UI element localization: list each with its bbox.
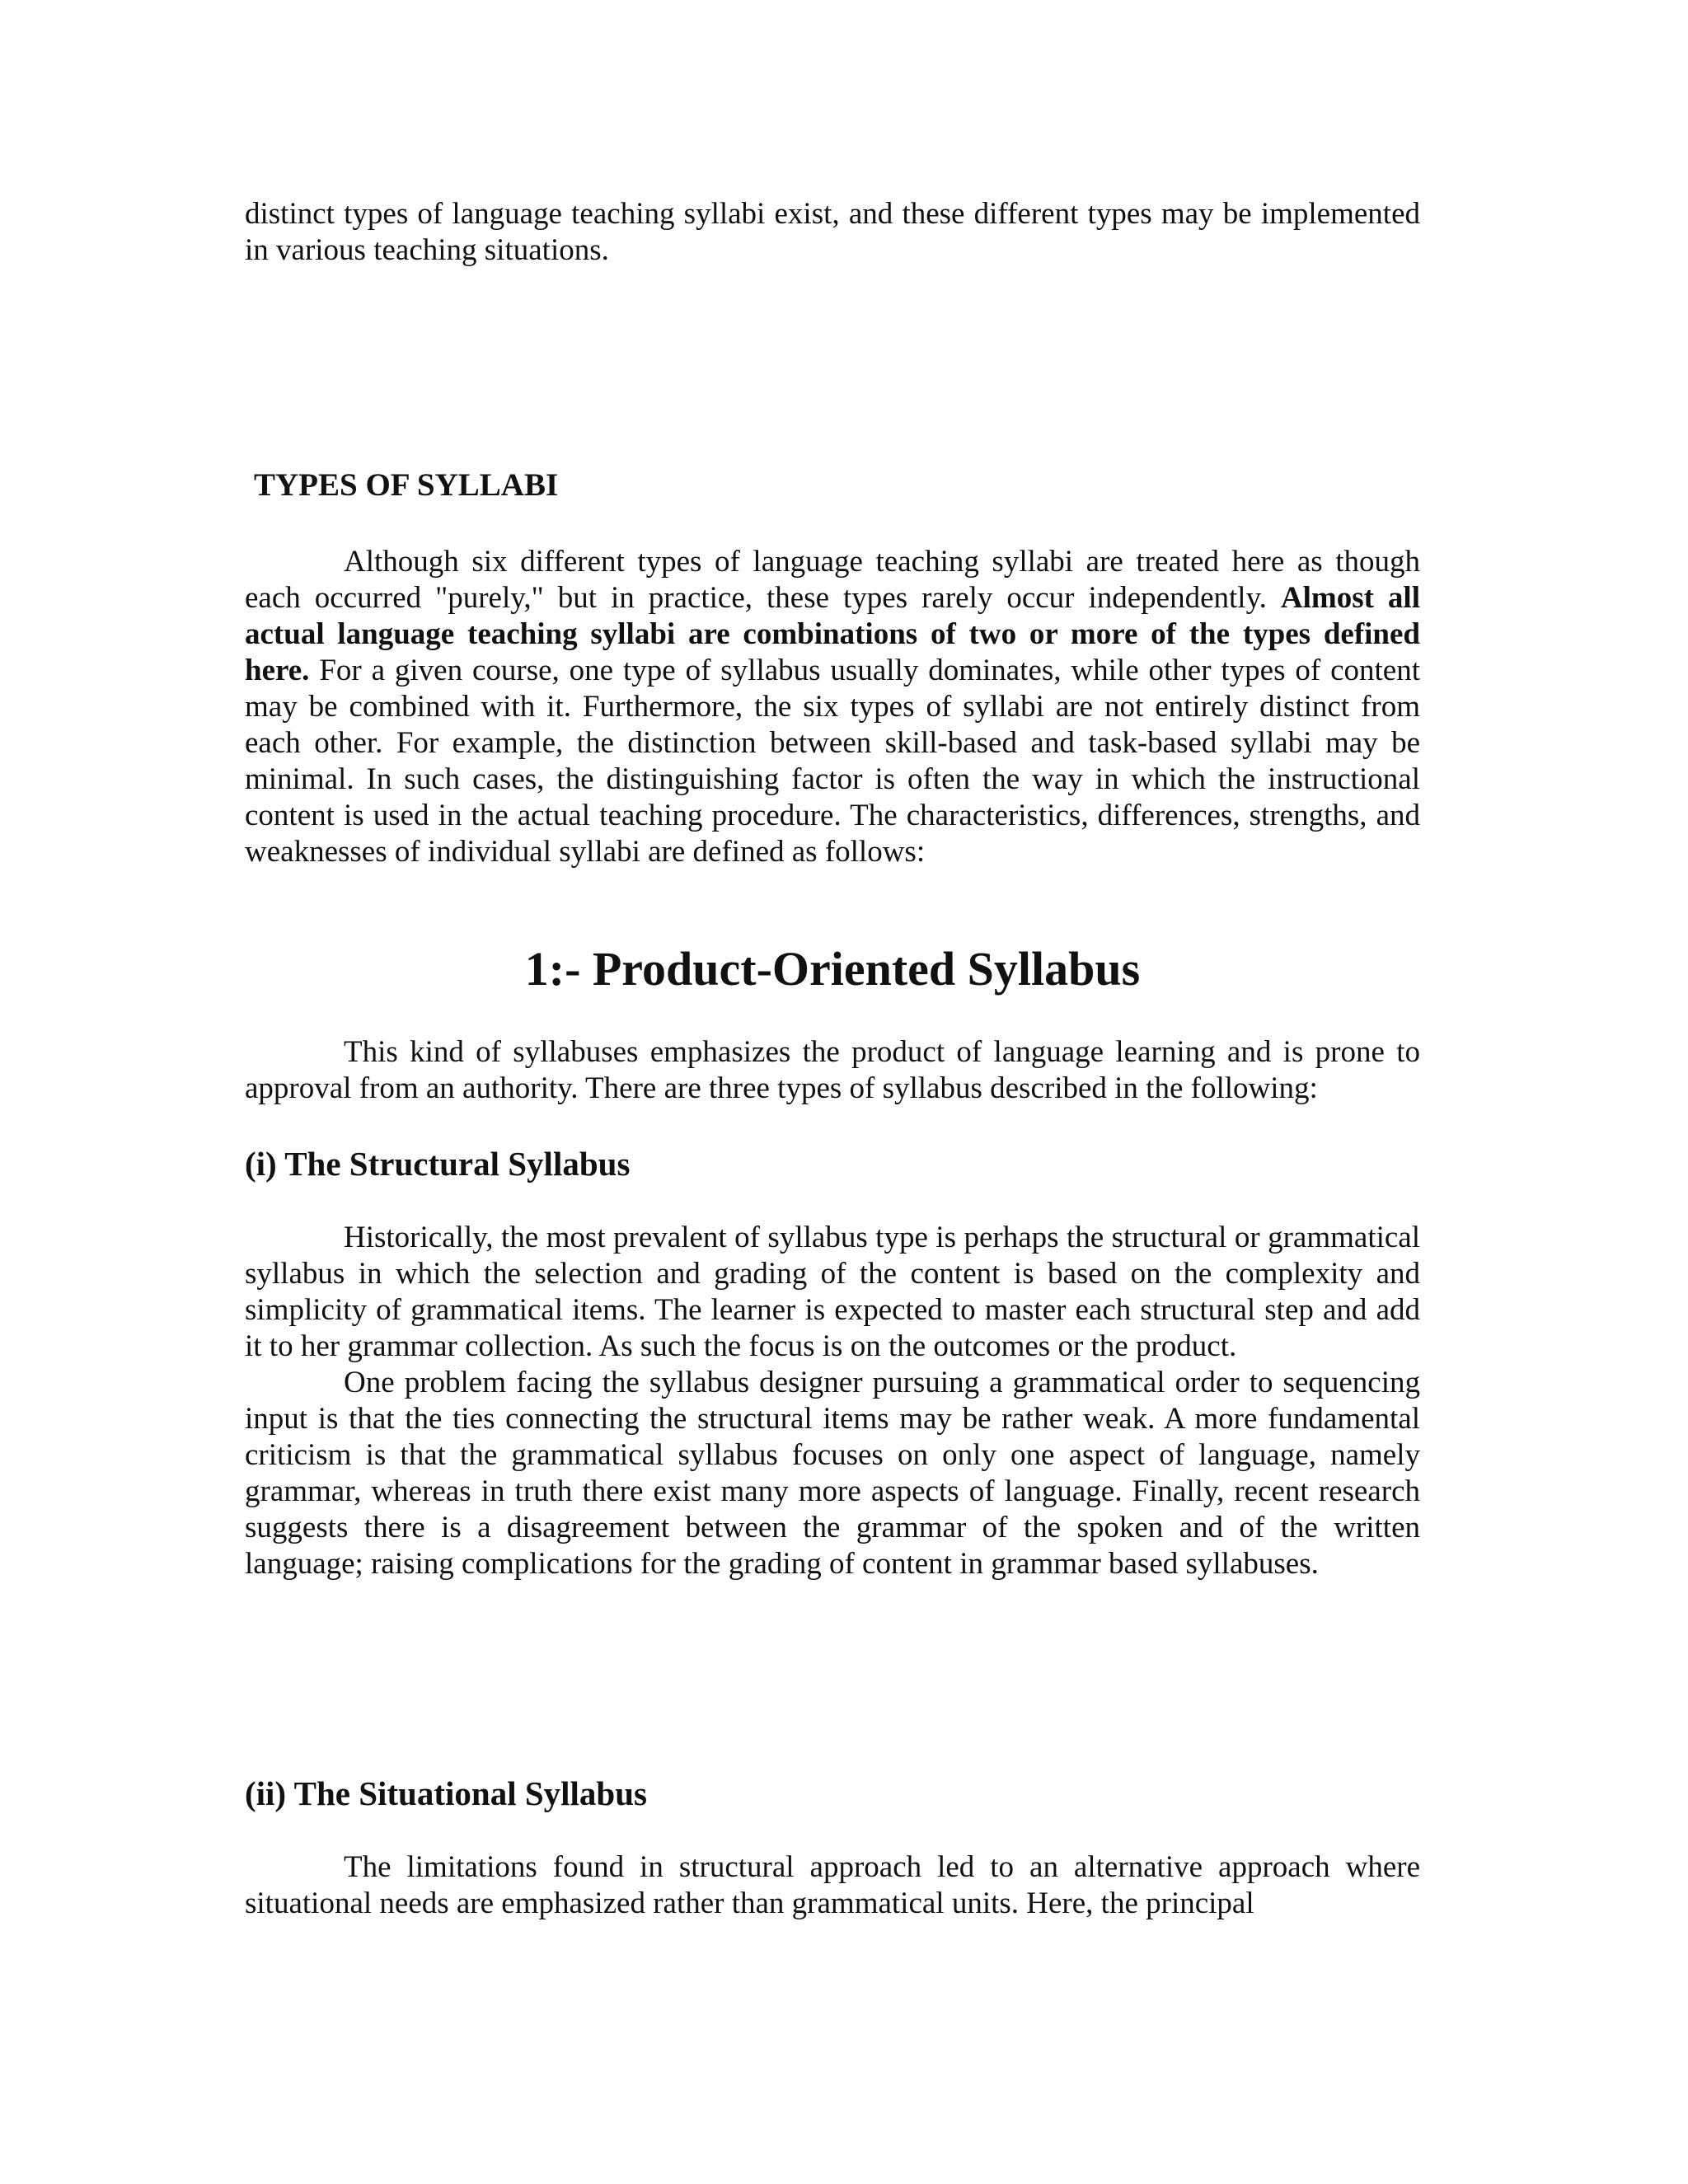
- product-paragraph: This kind of syllabuses emphasizes the product of language learning and is prone to approval from an authority. There are three types of syllabus described in the following:: [245, 1035, 1420, 1105]
- types-paragraph-text-end: For a given course, one type of syllabus usually dominates, while other types of content may be combined with it. Furthermore, the six types of syllabi are not entirely distinct from each other. For example, the distinction between skill-based and task-based syllabi may be minimal. In such cases, the distinguishing factor is often the way in which the instructional content is used in the actual teaching procedure. The characteristics, differences, strengths, and weaknesses of individual syllabi are defined as follows:: [245, 654, 1420, 869]
- intro-block: [245, 196, 1420, 269]
- structural-paragraphs-block: [245, 1220, 1420, 1582]
- types-paragraph: [245, 544, 1420, 870]
- situational-heading-block: [245, 1774, 1420, 1813]
- situational-paragraph-block: [245, 1849, 1420, 1922]
- types-heading-block: [254, 466, 1429, 504]
- types-paragraph-text-start: Although six different types of language teaching syllabi are treated here as though each occurred "purely," but in practice, these types rarely occur independently.: [245, 545, 1420, 615]
- types-paragraph-block: [245, 544, 1420, 870]
- structural-heading-block: [245, 1144, 1420, 1183]
- product-heading-block: [245, 941, 1420, 997]
- structural-paragraph-1: Historically, the most prevalent of syllabus type is perhaps the structural or grammatical syllabus in which the selection and grading of the content is based on the complexity and simplicity of grammatical items. The learner is expected to master each structural step and add it to her grammar collection. As such the focus is on the outcomes or the product.: [245, 1221, 1420, 1363]
- situational-syllabus-heading: (ii) The Situational Syllabus: [245, 1774, 647, 1812]
- types-paragraph-bold-statement: Almost all actual language teaching syllabi are combinations of two or more of the types defined here.: [245, 581, 1420, 687]
- situational-paragraph-1: The limitations found in structural approach led to an alternative approach where situational needs are emphasized rather than grammatical units. Here, the principal: [245, 1850, 1420, 1920]
- structural-syllabus-heading: (i) The Structural Syllabus: [245, 1145, 631, 1183]
- product-paragraph-block: [245, 1034, 1420, 1107]
- product-oriented-syllabus-heading: 1:- Product-Oriented Syllabus: [524, 942, 1141, 996]
- structural-paragraph-2: One problem facing the syllabus designer pursuing a grammatical order to sequencing input is that the ties connecting the structural items may be rather weak. A more fundamental criticism is that the grammatical syllabus focuses on only one aspect of language, namely grammar, whereas in truth there exist many more aspects of language. Finally, recent research suggests there is a disagreement between the grammar of the spoken and of the written language; raising complications for the grading of content in grammar based syllabuses.: [245, 1366, 1420, 1581]
- types-of-syllabi-heading: TYPES OF SYLLABI: [254, 467, 559, 503]
- intro-paragraph: distinct types of language teaching syllabi exist, and these different types may be implemented in various teaching situations.: [245, 197, 1420, 267]
